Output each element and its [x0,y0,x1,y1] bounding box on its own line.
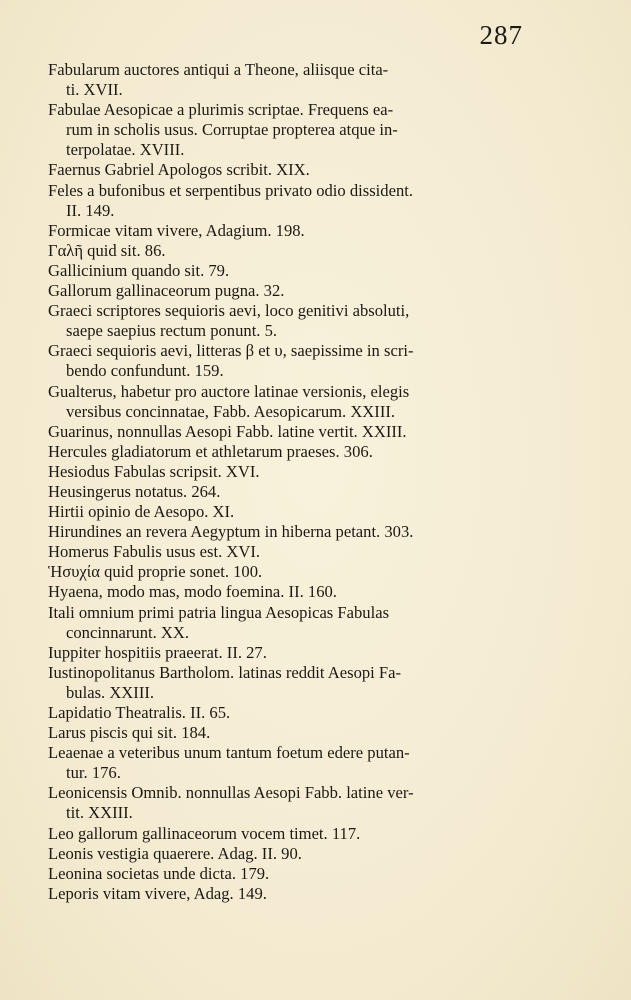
index-entry-continuation: tit. XXIII. [66,803,133,823]
index-entry-line: Leo gallorum gallinaceorum vocem timet. 117. [48,823,361,843]
index-entry-line: Itali omnium primi patria lingua Aesopicas Fabulas [48,602,390,622]
index-list [48,60,598,904]
index-entry-line: Γαλῆ quid sit. 86. [48,240,166,260]
index-entry-line: Fabulae Aesopicae a plurimis scriptae. Frequens ea- [48,100,394,120]
index-entry-line: Leaenae a veteribus unum tantum foetum edere putan- [48,743,410,763]
index-entry [48,703,598,723]
index-entry [48,824,598,844]
index-entry [48,542,598,562]
index-entry [48,181,598,221]
index-entry [48,482,598,502]
index-entry-continuation: versibus concinnatae, Fabb. Aesopicarum. XXIII. [66,401,396,421]
index-entry-line: Formicae vitam vivere, Adagium. 198. [48,220,305,240]
index-entry-line: Fabularum auctores antiqui a Theone, aliisque cita- [48,60,389,79]
index-entry [48,723,598,743]
index-entry-line: Graeci sequioris aevi, litteras β et υ, saepissime in scri- [48,341,414,361]
index-entry [48,60,598,100]
index-entry [48,281,598,301]
index-entry-line: Heusingerus notatus. 264. [48,481,221,501]
index-entry [48,221,598,241]
index-entry-line: Hirundines an revera Aegyptum in hiberna petant. 303. [48,522,414,542]
page-number: 287 [479,20,523,50]
index-entry-continuation: tur. 176. [66,763,121,783]
index-entry [48,502,598,522]
index-entry-line: Hyaena, modo mas, modo foemina. II. 160. [48,582,337,602]
index-entry-line: Leonis vestigia quaerere. Adag. II. 90. [48,843,302,863]
index-entry-continuation: saepe saepius rectum ponunt. 5. [66,321,278,341]
index-entry [48,864,598,884]
index-entry [48,301,598,341]
index-entry-line: Hercules gladiatorum et athletarum praeses. 306. [48,441,373,461]
index-entry-line: Iuppiter hospitiis praeerat. II. 27. [48,642,267,662]
index-entry [48,743,598,783]
index-entry [48,241,598,261]
index-entry [48,462,598,482]
index-entry [48,783,598,823]
index-entry-line: Ἡσυχία quid proprie sonet. 100. [48,562,263,582]
index-entry-line: Guarinus, nonnullas Aesopi Fabb. latine vertit. XXIII. [48,421,407,441]
index-entry-line: Gallorum gallinaceorum pugna. 32. [48,281,285,301]
index-entry [48,582,598,602]
index-entry [48,522,598,542]
index-entry [48,100,598,160]
index-entry [48,884,598,904]
index-entry-continuation: bendo confundunt. 159. [66,361,224,381]
index-entry-line: Faernus Gabriel Apologos scribit. XIX. [48,160,310,180]
index-entry [48,562,598,582]
index-entry-continuation: bulas. XXIII. [66,682,155,702]
index-entry [48,382,598,422]
index-entry-line: Gallicinium quando sit. 79. [48,260,230,280]
index-entry [48,160,598,180]
index-entry [48,643,598,663]
index-entry [48,442,598,462]
index-entry [48,603,598,643]
index-entry-continuation: ti. XVII. [66,80,123,100]
index-entry [48,261,598,281]
index-entry-continuation: II. 149. [66,200,115,220]
index-entry [48,844,598,864]
index-entry-line: Lapidatio Theatralis. II. 65. [48,703,231,722]
index-entry [48,341,598,381]
index-entry-line: Hesiodus Fabulas scripsit. XVI. [48,461,260,481]
index-entry-line: Leonicensis Omnib. nonnullas Aesopi Fabb. latine ver- [48,783,414,803]
index-entry-line: Hirtii opinio de Aesopo. XI. [48,502,235,522]
index-entry-line: Leonina societas unde dicta. 179. [48,863,270,883]
index-entry-continuation: rum in scholis usus. Corruptae propterea atque in- [66,120,398,140]
index-entry-line: Larus piscis qui sit. 184. [48,723,211,743]
index-entry-line: Gualterus, habetur pro auctore latinae versionis, elegis [48,381,410,401]
index-entry-continuation: terpolatae. XVIII. [66,140,185,160]
index-entry-continuation: concinnarunt. XX. [66,622,190,642]
index-entry-line: Feles a bufonibus et serpentibus privato odio dissident. [48,180,414,200]
index-entry-line: Iustinopolitanus Bartholom. latinas reddit Aesopi Fa- [48,662,402,682]
index-entry [48,422,598,442]
index-entry-line: Homerus Fabulis usus est. XVI. [48,542,261,562]
index-entry [48,663,598,703]
index-entry-line: Graeci scriptores sequioris aevi, loco genitivi absoluti, [48,301,410,321]
index-entry-line: Leporis vitam vivere, Adag. 149. [48,883,267,903]
